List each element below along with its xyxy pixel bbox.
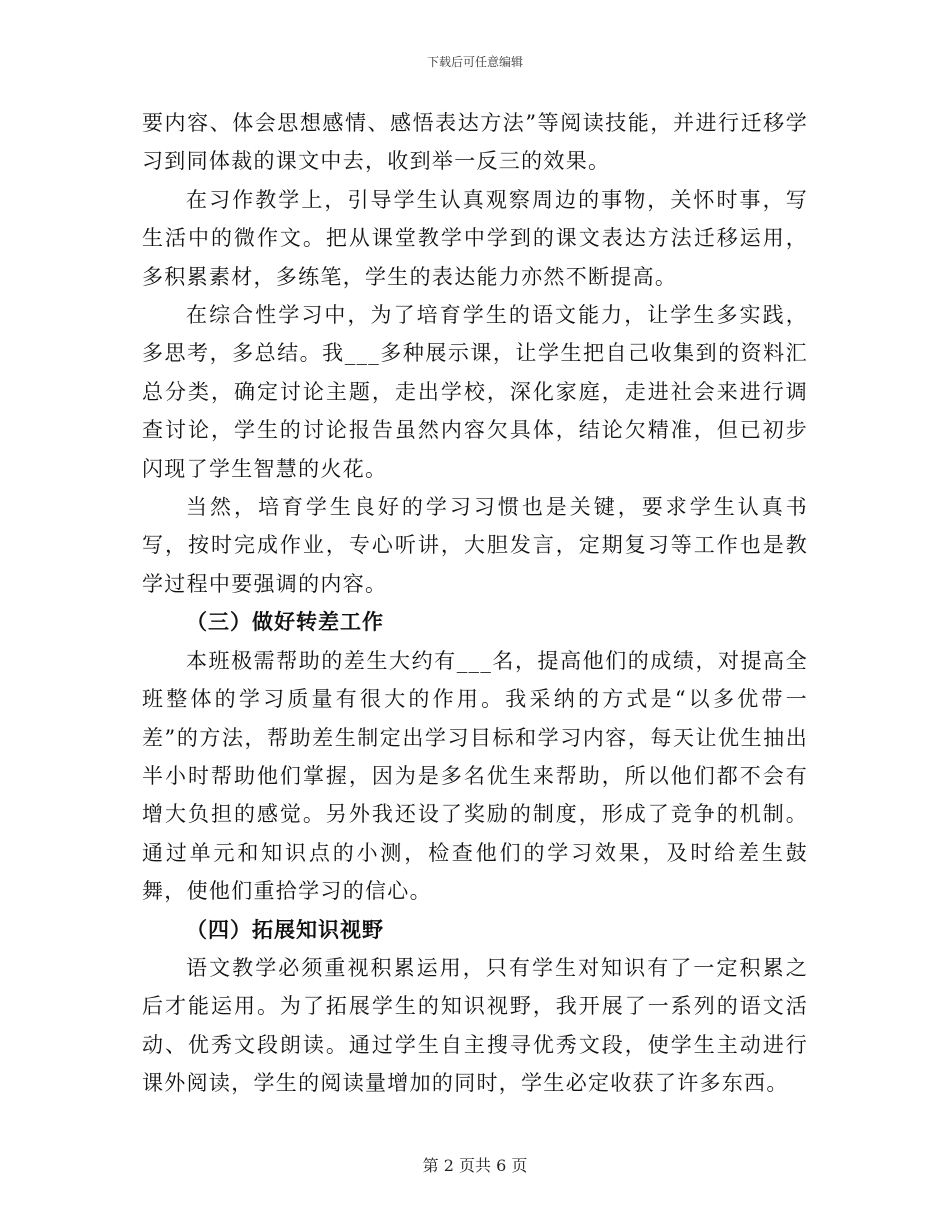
paragraph-study-habits: 当然，培育学生良好的学习习惯也是关键，要求学生认真书写，按时完成作业，专心听讲，大胆发言，定期复习等工作也是教学过程中要强调的内容。 [142, 495, 808, 596]
document-body [142, 104, 808, 1103]
page-number: 第 2 页共 6 页 [422, 1156, 528, 1175]
paragraph-writing-teaching: 在习作教学上，引导学生认真观察周边的事物，关怀时事，写生活中的微作文。把从课堂教学中学到的课文表达方法迁移运用，多积累素材，多练笔，学生的表达能力亦然不断提高。 [142, 187, 808, 289]
paragraph-continued: 要内容、体会思想感情、感悟表达方法”等阅读技能，并进行迁移学习到同体裁的课文中去，收到举一反三的效果。 [142, 111, 808, 174]
paragraph-expand-knowledge: 语文教学必须重视积累运用，只有学生对知识有了一定积累之后才能运用。为了拓展学生的知识视野，我开展了一系列的语文活动、优秀文段朗读。通过学生自主搜寻优秀文段，使学生主动进行课外阅读，学生的阅读量增加的同时，学生必定收获了许多东西。 [142, 955, 808, 1096]
section-heading-4: （四）拓展知识视野 [186, 916, 384, 942]
page-header: 下载后可任意编辑 [426, 55, 523, 69]
paragraph-comprehensive-learning: 在综合性学习中，为了培育学生的语文能力，让学生多实践，多思考，多总结。我___多种展示课，让学生把自己收集到的资料汇总分类，确定讨论主题，走出学校，深化家庭，走进社会来进行调查讨论，学生的讨论报告虽然内容欠具体，结论欠精准，但已初步闪现了学生智慧的火花。 [142, 303, 808, 481]
section-heading-3: （三）做好转差工作 [186, 609, 384, 635]
paragraph-help-students: 本班极需帮助的差生大约有___名，提高他们的成绩，对提高全班整体的学习质量有很大的作用。我采纳的方式是“以多优带一差”的方法，帮助差生制定出学习目标和学习内容，每天让优生抽出半小时帮助他们掌握，因为是多名优生来帮助，所以他们都不会有增大负担的感觉。另外我还设了奖励的制度，形成了竞争的机制。通过单元和知识点的小测，检查他们的学习效果，及时给差生鼓舞，使他们重拾学习的信心。 [142, 648, 808, 904]
